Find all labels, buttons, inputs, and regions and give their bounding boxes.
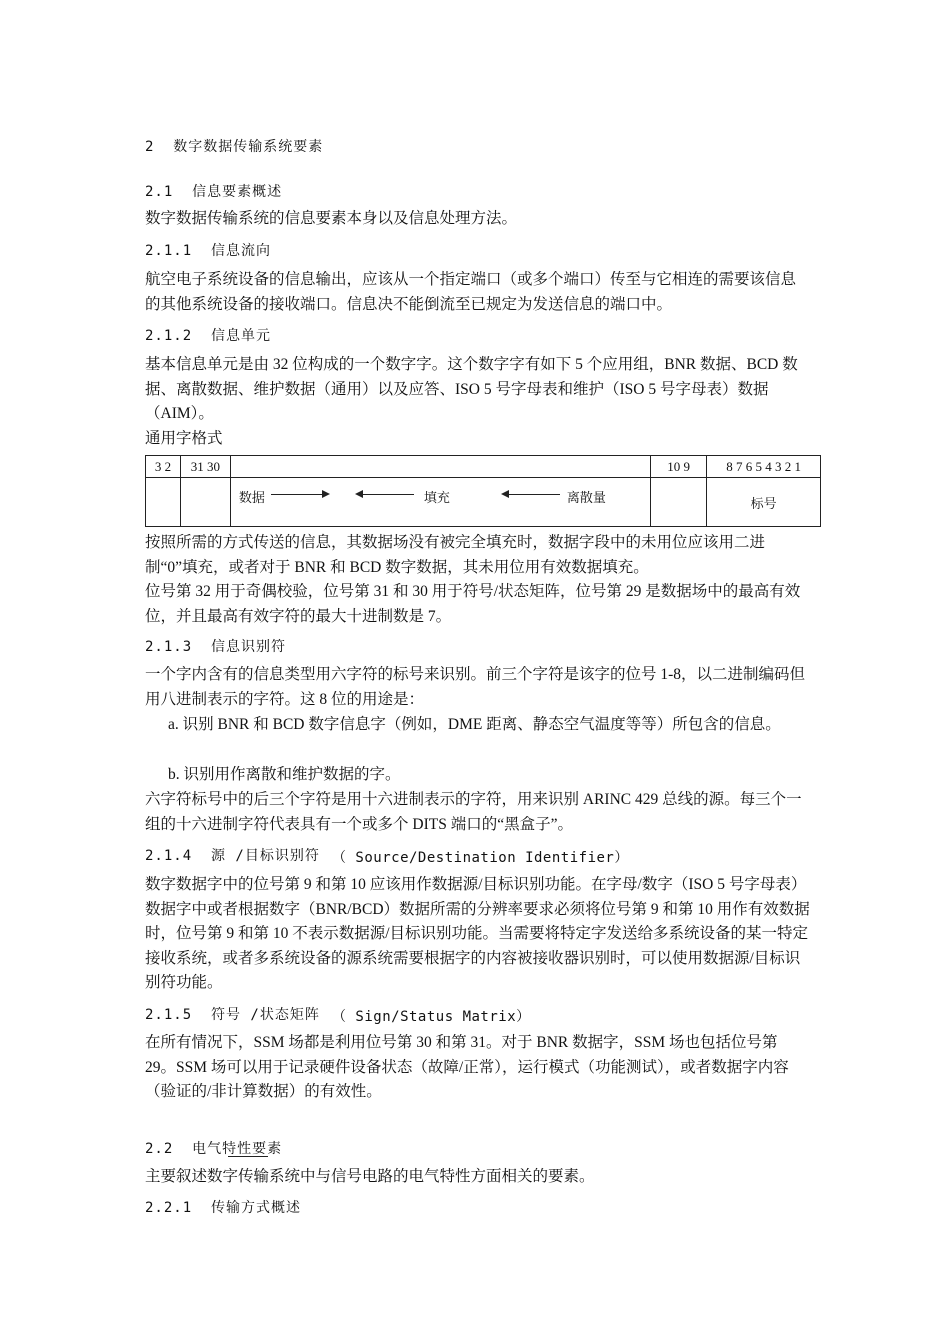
arrow-left-icon [357, 494, 414, 495]
word-format-table [145, 455, 821, 527]
bit-32-cell: 3 2 [146, 456, 181, 478]
label-cell: 标号 [707, 478, 821, 527]
bit-31-30-cell: 31 30 [180, 456, 230, 478]
table-body-row [146, 478, 821, 527]
table-caption: 通用字格式 [145, 430, 223, 447]
bit-10-9-cell: 10 9 [651, 456, 707, 478]
paragraph-2-1-2: 基本信息单元是由 32 位构成的一个数字字。这个数字字有如下 5 个应用组，BNR 数据、BCD 数据、离散数据、维护数据（通用）以及应答、ISO 5 号字母表和维护（ISO 5 号字母表）数据（AIM）。 [145, 356, 798, 422]
section-heading-2: 2 数字数据传输系统要素 [145, 139, 324, 155]
bit-8-1-cell: 8 7 6 5 4 3 2 1 [707, 456, 821, 478]
sdi-cell [651, 478, 707, 527]
data-field-cell [230, 478, 650, 527]
section-heading-2-1-3: 2.1.3 信息识别符 [145, 639, 287, 655]
data-label: 数据 [238, 490, 265, 505]
section-heading-2-1-2: 2.1.2 信息单元 [145, 328, 272, 344]
pad-label: 填充 [423, 490, 450, 505]
paragraph-2-1: 数字数据传输系统的信息要素本身以及信息处理方法。 [145, 210, 518, 227]
section-heading-2-1-1: 2.1.1 信息流向 [145, 243, 272, 259]
table-header-row [146, 456, 821, 478]
section-heading-2-1: 2.1 信息要素概述 [145, 184, 283, 200]
paragraph-bits: 位号第 32 用于奇偶校验，位号第 31 和 30 用于符号/状态矩阵，位号第 29 是数据场中的最高有效位，并且最高有效字符的最大十进制数是 7。 [145, 583, 801, 625]
section-heading-2-2: 2.2 电气特性要素 [145, 1141, 283, 1157]
section-heading-2-1-5-english: （ Sign/Status Matrix） [332, 1009, 531, 1025]
heading-underline [228, 1156, 268, 1157]
paragraph-2-1-1: 航空电子系统设备的信息输出，应该从一个指定端口（或多个端口）传至与它相连的需要该信息的其他系统设备的接收端口。信息决不能倒流至已规定为发送信息的端口中。 [145, 271, 797, 313]
list-item-a: a. 识别 BNR 和 BCD 数字信息字（例如，DME 距离、静态空气温度等等）所包含的信息。 [168, 716, 781, 733]
section-heading-2-1-4: 2.1.4 源 /目标识别符 [145, 848, 320, 864]
paragraph-2-1-3-b: 六字符标号中的后三个字符是用十六进制表示的字符，用来识别 ARINC 429 总线的源。每三个一组的十六进制字符代表具有一个或多个 DITS 端口的“黑盒子”。 [145, 791, 802, 833]
list-item-b: b. 识别用作离散和维护数据的字。 [168, 766, 401, 783]
paragraph-2-1-3: 一个字内含有的信息类型用六字符的标号来识别。前三个字符是该字的位号 1-8，以二进制编码但用八进制表示的字符。这 8 位的用途是： [145, 666, 806, 708]
section-heading-2-1-4-english: （ Source/Destination Identifier） [332, 850, 629, 866]
arrow-right-icon [271, 494, 328, 495]
section-heading-2-1-5: 2.1.5 符号 /状态矩阵 [145, 1007, 320, 1023]
arrow-left-icon [503, 494, 560, 495]
paragraph-2-1-4: 数字数据字中的位号第 9 和第 10 应该用作数据源/目标识别功能。在字母/数字（ISO 5 号字母表）数据字中或者根据数字（BNR/BCD）数据所需的分辨率要求必须将位号第 9 和第 10 用作有效数据时，位号第 9 和第 10 不表示数据源/目标识别功能。当需要将特定字发送给多系统设备的某一特定接收系统，或者多系统设备的源系统需要根据字的内容被接收器识别时，可以使用数据源/目标识别符功能。 [145, 876, 810, 991]
parity-cell [146, 478, 181, 527]
empty-header-cell [230, 456, 650, 478]
discrete-label: 离散量 [566, 490, 606, 505]
ssm-cell [180, 478, 230, 527]
paragraph-fill: 按照所需的方式传送的信息，其数据场没有被完全填充时，数据字段中的未用位应该用二进制“0”填充，或者对于 BNR 和 BCD 数字数据，其未用位用有效数据填充。 [145, 534, 766, 576]
section-heading-2-2-1: 2.2.1 传输方式概述 [145, 1200, 302, 1216]
paragraph-2-1-5: 在所有情况下，SSM 场都是利用位号第 30 和第 31。对于 BNR 数据字，SSM 场也包括位号第 29。SSM 场可以用于记录硬件设备状态（故障/正常），运行模式（功能测试），或者数据字内容（验证的/非计算数据）的有效性。 [145, 1034, 789, 1100]
paragraph-2-2: 主要叙述数字传输系统中与信号电路的电气特性方面相关的要素。 [145, 1168, 595, 1185]
